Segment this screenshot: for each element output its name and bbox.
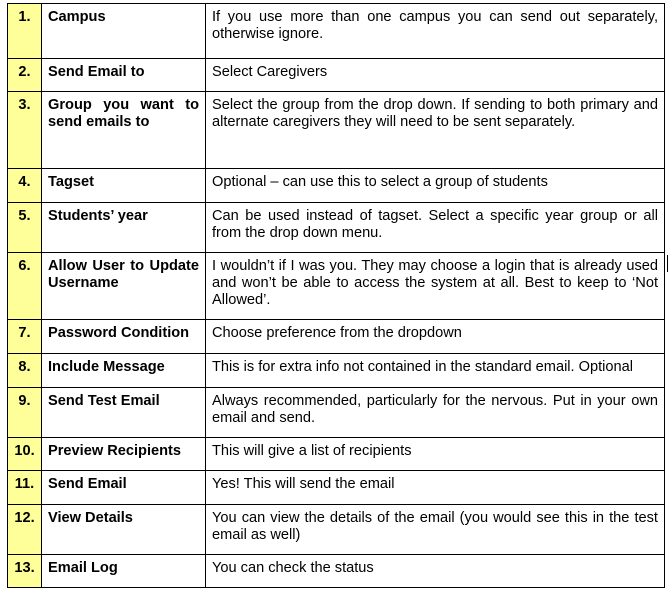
step-description: Can be used instead of tagset. Select a specific year group or all from the drop down menu. xyxy=(206,203,665,253)
step-number: 3. xyxy=(8,92,42,169)
step-description: You can check the status xyxy=(206,555,665,588)
step-label: Send Test Email xyxy=(42,388,206,438)
step-number: 1. xyxy=(8,4,42,59)
step-description: Always recommended, particularly for the nervous. Put in your own email and send. xyxy=(206,388,665,438)
table-row xyxy=(8,320,665,354)
table-row xyxy=(8,92,665,169)
step-label: Allow User to Update Username xyxy=(42,253,206,320)
step-number: 13. xyxy=(8,555,42,588)
table-row xyxy=(8,59,665,92)
step-label: Send Email to xyxy=(42,59,206,92)
step-description: If you use more than one campus you can send out separately, otherwise ignore. xyxy=(206,4,665,59)
step-label: Email Log xyxy=(42,555,206,588)
table-row xyxy=(8,4,665,59)
step-number: 2. xyxy=(8,59,42,92)
table-row xyxy=(8,203,665,253)
step-number: 12. xyxy=(8,505,42,555)
step-label: Include Message xyxy=(42,354,206,388)
table-row xyxy=(8,388,665,438)
step-description: Choose preference from the dropdown xyxy=(206,320,665,354)
step-description: Yes! This will send the email xyxy=(206,471,665,505)
step-label: Password Condition xyxy=(42,320,206,354)
step-description: Optional – can use this to select a group of students xyxy=(206,169,665,203)
step-number: 8. xyxy=(8,354,42,388)
step-description: This will give a list of recipients xyxy=(206,438,665,471)
step-label: Campus xyxy=(42,4,206,59)
step-description: You can view the details of the email (you would see this in the test email as well) xyxy=(206,505,665,555)
step-description: I wouldn’t if I was you. They may choose a login that is already used and won’t be able to access the system at all. Best to keep to ‘Not Allowed’. xyxy=(206,253,665,320)
table-row xyxy=(8,471,665,505)
step-description: This is for extra info not contained in the standard email. Optional xyxy=(206,354,665,388)
table-row xyxy=(8,169,665,203)
step-number: 10. xyxy=(8,438,42,471)
table-row xyxy=(8,505,665,555)
table-row xyxy=(8,354,665,388)
step-description: Select Caregivers xyxy=(206,59,665,92)
step-label: Tagset xyxy=(42,169,206,203)
step-label: Preview Recipients xyxy=(42,438,206,471)
step-label: Students’ year xyxy=(42,203,206,253)
table-row xyxy=(8,438,665,471)
step-number: 11. xyxy=(8,471,42,505)
step-description: Select the group from the drop down. If sending to both primary and alternate caregivers they will need to be sent separately. xyxy=(206,92,665,169)
step-number: 5. xyxy=(8,203,42,253)
step-number: 7. xyxy=(8,320,42,354)
table-row xyxy=(8,555,665,588)
step-label: Group you want to send emails to xyxy=(42,92,206,169)
step-label: View Details xyxy=(42,505,206,555)
step-number: 4. xyxy=(8,169,42,203)
instructions-table xyxy=(7,3,665,588)
step-number: 9. xyxy=(8,388,42,438)
text-cursor-mark xyxy=(667,255,668,272)
table-row xyxy=(8,253,665,320)
step-number: 6. xyxy=(8,253,42,320)
step-label: Send Email xyxy=(42,471,206,505)
